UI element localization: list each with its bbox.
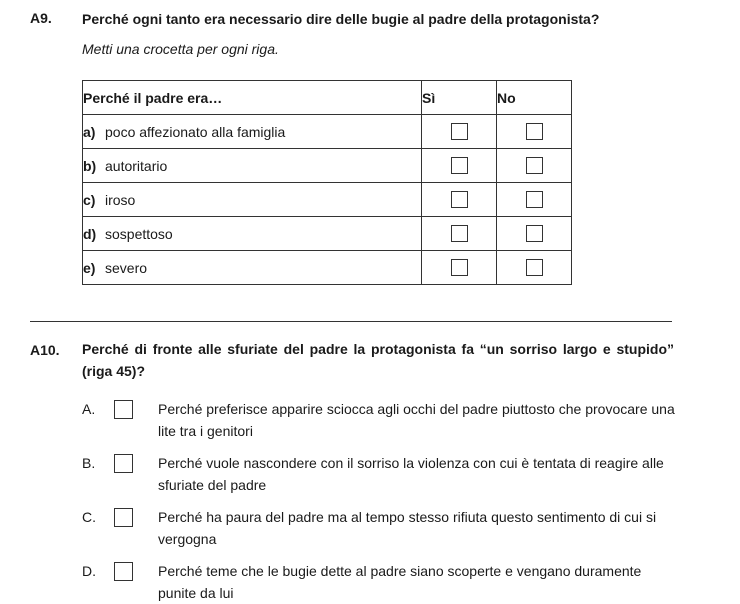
option-text: Perché teme che le bugie dette al padre siano scoperte e vengano duramente punite da lui <box>158 563 642 601</box>
table-row <box>83 251 572 285</box>
row-letter: c) <box>83 191 96 208</box>
row-label-cell <box>83 183 422 217</box>
option-text: Perché ha paura del padre ma al tempo stesso rifiuta questo sentimento di cui si vergogna <box>158 509 657 547</box>
checkbox-no-b[interactable] <box>526 157 543 174</box>
checkbox-yes-a[interactable] <box>451 123 468 140</box>
checkbox-no-a[interactable] <box>526 123 543 140</box>
instruction-a9: Metti una crocetta per ogni riga. <box>82 41 279 57</box>
yes-cell <box>422 251 497 285</box>
table-header-row <box>83 81 572 115</box>
option-text: Perché vuole nascondere con il sorriso la violenza con cui è tentata di reagire alle sfuriate del padre <box>158 455 664 493</box>
no-cell <box>497 149 572 183</box>
checkbox-no-e[interactable] <box>526 259 543 276</box>
answer-table-a9 <box>82 80 572 285</box>
row-letter: e) <box>83 259 96 276</box>
checkbox-yes-d[interactable] <box>451 225 468 242</box>
row-text: poco affezionato alla famiglia <box>105 123 286 140</box>
row-label-cell <box>83 251 422 285</box>
row-label-cell <box>83 115 422 149</box>
option-letter: D. <box>82 563 96 579</box>
row-text: sospettoso <box>105 225 173 242</box>
checkbox-yes-b[interactable] <box>451 157 468 174</box>
checkbox-yes-c[interactable] <box>451 191 468 208</box>
row-text: iroso <box>105 191 136 208</box>
checkbox-option-c[interactable] <box>114 508 133 527</box>
table-header-yes: Sì <box>422 81 497 115</box>
section-divider <box>30 321 672 322</box>
table-row <box>83 217 572 251</box>
no-cell <box>497 115 572 149</box>
question-number-a10: A10. <box>30 342 60 358</box>
table-row <box>83 149 572 183</box>
row-letter: b) <box>83 157 97 174</box>
checkbox-no-d[interactable] <box>526 225 543 242</box>
row-letter: d) <box>83 225 97 242</box>
no-cell <box>497 251 572 285</box>
yes-cell <box>422 183 497 217</box>
table-header-no: No <box>497 81 572 115</box>
table-row <box>83 183 572 217</box>
row-label-cell <box>83 217 422 251</box>
option-letter: B. <box>82 455 96 471</box>
table-header-question: Perché il padre era… <box>83 81 422 115</box>
row-label-cell <box>83 149 422 183</box>
question-text-a9: Perché ogni tanto era necessario dire delle bugie al padre della protagonista? <box>82 11 600 27</box>
yes-cell <box>422 217 497 251</box>
yes-cell <box>422 149 497 183</box>
option-letter: A. <box>82 401 96 417</box>
table-row <box>83 115 572 149</box>
no-cell <box>497 183 572 217</box>
question-number-a9: A9. <box>30 10 52 26</box>
yes-cell <box>422 115 497 149</box>
row-text: autoritario <box>105 157 168 174</box>
checkbox-option-d[interactable] <box>114 562 133 581</box>
option-letter: C. <box>82 509 96 525</box>
no-cell <box>497 217 572 251</box>
checkbox-no-c[interactable] <box>526 191 543 208</box>
checkbox-option-b[interactable] <box>114 454 133 473</box>
row-letter: a) <box>83 123 96 140</box>
checkbox-option-a[interactable] <box>114 400 133 419</box>
option-text: Perché preferisce apparire sciocca agli occhi del padre piuttosto che provocare una lite tra i genitori <box>158 401 675 439</box>
question-text-a10: Perché di fronte alle sfuriate del padre la protagonista fa “un sorriso largo e stupido” (riga 45)? <box>82 341 674 379</box>
row-text: severo <box>105 259 148 276</box>
checkbox-yes-e[interactable] <box>451 259 468 276</box>
